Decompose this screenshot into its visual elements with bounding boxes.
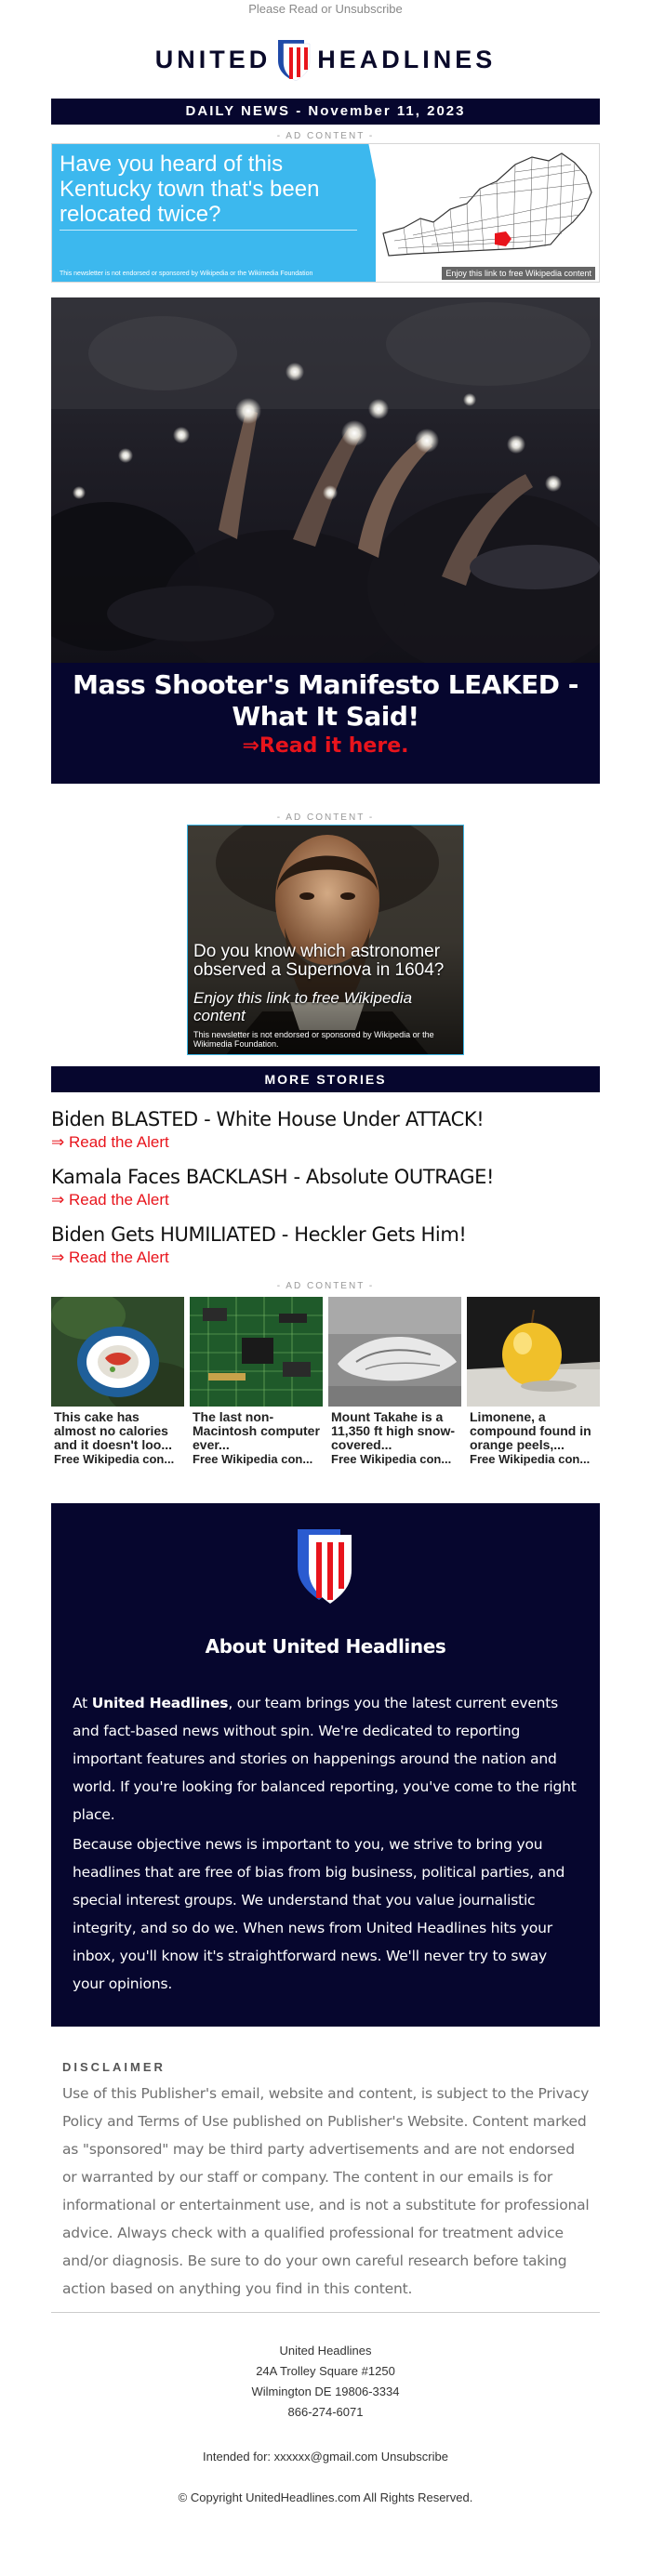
about-section [51,1503,600,2027]
fruit-thumbnail-image [467,1297,600,1407]
more-stories-list [51,1107,600,1267]
motherboard-thumbnail-image [190,1297,323,1407]
wiki-card-title: Limonene, a compound found in orange peels,... [470,1410,591,1452]
wiki-card-title: The last non-Macintosh computer ever... [193,1410,320,1452]
about-p1-prefix: At [73,1695,92,1711]
dateline-bar: DAILY NEWS - November 11, 2023 [51,99,600,125]
logo-text-right: HEADLINES [317,45,497,73]
read-alert-link[interactable]: ⇒ Read the Alert [51,1191,169,1209]
story-item [51,1222,600,1267]
footer-phone: 866-274-6071 [287,2405,364,2419]
wiki-card-source: Free Wikipedia con... [331,1452,452,1466]
wiki-card-title: This cake has almost no calories and it doesn't loo... [54,1410,172,1452]
footer-company: United Headlines [279,2344,372,2358]
ad2-fine-print: This newsletter is not endorsed or sponsored by Wikipedia or the Wikimedia Foundation. [193,1030,434,1049]
wiki-card-source: Free Wikipedia con... [54,1452,175,1466]
preheader-unsubscribe-link[interactable]: Unsubscribe [335,2,403,16]
mountain-thumbnail-image [328,1297,461,1407]
disclaimer-section [51,2060,600,2303]
ad2-question: Do you know which astronomer observed a Supernova in 1604? [193,942,445,980]
ad-content-label-3: - AD CONTENT - [276,1281,375,1291]
footer-copyright: © Copyright UnitedHeadlines.com All Rights Reserved. [178,2490,473,2504]
wiki-card-source: Free Wikipedia con... [193,1452,313,1466]
ad-divider [60,230,357,231]
story-item [51,1165,600,1209]
brand-logo[interactable] [51,32,600,87]
story-headline[interactable]: Kamala Faces BACKLASH - Absolute OUTRAGE! [51,1166,494,1188]
hero-title[interactable]: Mass Shooter's Manifesto LEAKED - What It Said! [73,669,578,732]
wiki-card-source: Free Wikipedia con... [470,1452,591,1466]
footer-address-1: 24A Trolley Square #1250 [256,2364,395,2378]
logo-text-left: UNITED [154,45,272,73]
kentucky-map-icon [376,144,599,283]
about-paragraph-2: Because objective news is important to you, we strive to bring you headlines that are free of bias from big business, political parties, and special interest groups. We understand that you value journalistic integrity, and so do we. When news from United Headlines hits your inbox, you'll know it's straightforward news. We'll never try to sway your opinions. [73,1836,565,1992]
wiki-card-computer[interactable] [190,1297,323,1466]
story-headline[interactable]: Biden Gets HUMILIATED - Heckler Gets Him! [51,1223,467,1246]
about-p1-rest: , our team brings you the latest current events and fact-based news without spin. We're dedicated to reporting important features and stories on happenings around the nation and world. If you're looking for balanced reporting, you've come to the right place. [73,1695,577,1823]
shield-logo-icon [276,38,312,81]
preheader [0,0,651,19]
read-alert-link[interactable]: ⇒ Read the Alert [51,1248,169,1266]
hero-read-link[interactable]: ⇒Read it here. [242,734,409,758]
about-paragraph-1 [73,1689,580,1829]
disclaimer-heading: DISCLAIMER [62,2060,166,2074]
ad-headline: Have you heard of this Kentucky town that's been relocated twice? [60,152,320,227]
kentucky-ad-banner[interactable] [51,143,600,283]
wiki-card-limonene[interactable] [467,1297,600,1466]
about-title: About United Headlines [205,1635,446,1658]
kepler-ad[interactable] [187,825,464,1055]
read-alert-link[interactable]: ⇒ Read the Alert [51,1133,169,1151]
more-stories-bar: MORE STORIES [51,1066,600,1092]
ad2-enjoy-text: Enjoy this link to free Wikipedia content [193,989,413,1024]
ad-content-label: - AD CONTENT - [276,131,375,141]
ad-content-label-2: - AD CONTENT - [276,812,375,823]
story-item [51,1107,600,1152]
recipient-email: xxxxxx@gmail.com [273,2450,379,2464]
footer-divider [51,2312,600,2313]
hero-story[interactable] [51,297,600,784]
footer-address-2: Wilmington DE 19806-3334 [251,2384,400,2398]
story-headline[interactable]: Biden BLASTED - White House Under ATTACK! [51,1108,485,1130]
disclaimer-text: Use of this Publisher's email, website and content, is subject to the Privacy Policy and Terms of Use published on Publisher's Website. Content marked as "sponsored" may be third party advertisements and are not endorsed or warranted by our staff or company. The content in our emails is for informational or entertainment use, and is not a substitute for professional advice. Always check with a qualified professional for treatment advice and/or diagnosis. Be sure to do your own careful research before taking action based on anything you find in this content. [62,2085,590,2297]
ad-map-tag: Enjoy this link to free Wikipedia content [442,267,595,280]
read-link[interactable]: Please Read [248,2,318,16]
footer [51,2341,600,2508]
intended-prefix: Intended for: [203,2450,274,2464]
shield-logo-icon [296,1527,355,1604]
wiki-card-grid [51,1297,600,1466]
footer-intended [51,2447,600,2467]
preheader-or: or [317,2,336,16]
wiki-card-takahe[interactable] [328,1297,461,1466]
wiki-card-cake[interactable] [51,1297,184,1466]
about-brand: United Headlines [91,1695,229,1711]
footer-unsubscribe-link[interactable]: Unsubscribe [380,2450,448,2464]
vigil-crowd-image [51,297,600,663]
ad-fine-print: This newsletter is not endorsed or sponsored by Wikipedia or the Wikimedia Foundation [60,271,313,277]
cake-thumbnail-image [51,1297,184,1407]
wiki-card-title: Mount Takahe is a 11,350 ft high snow-covered... [331,1410,456,1452]
